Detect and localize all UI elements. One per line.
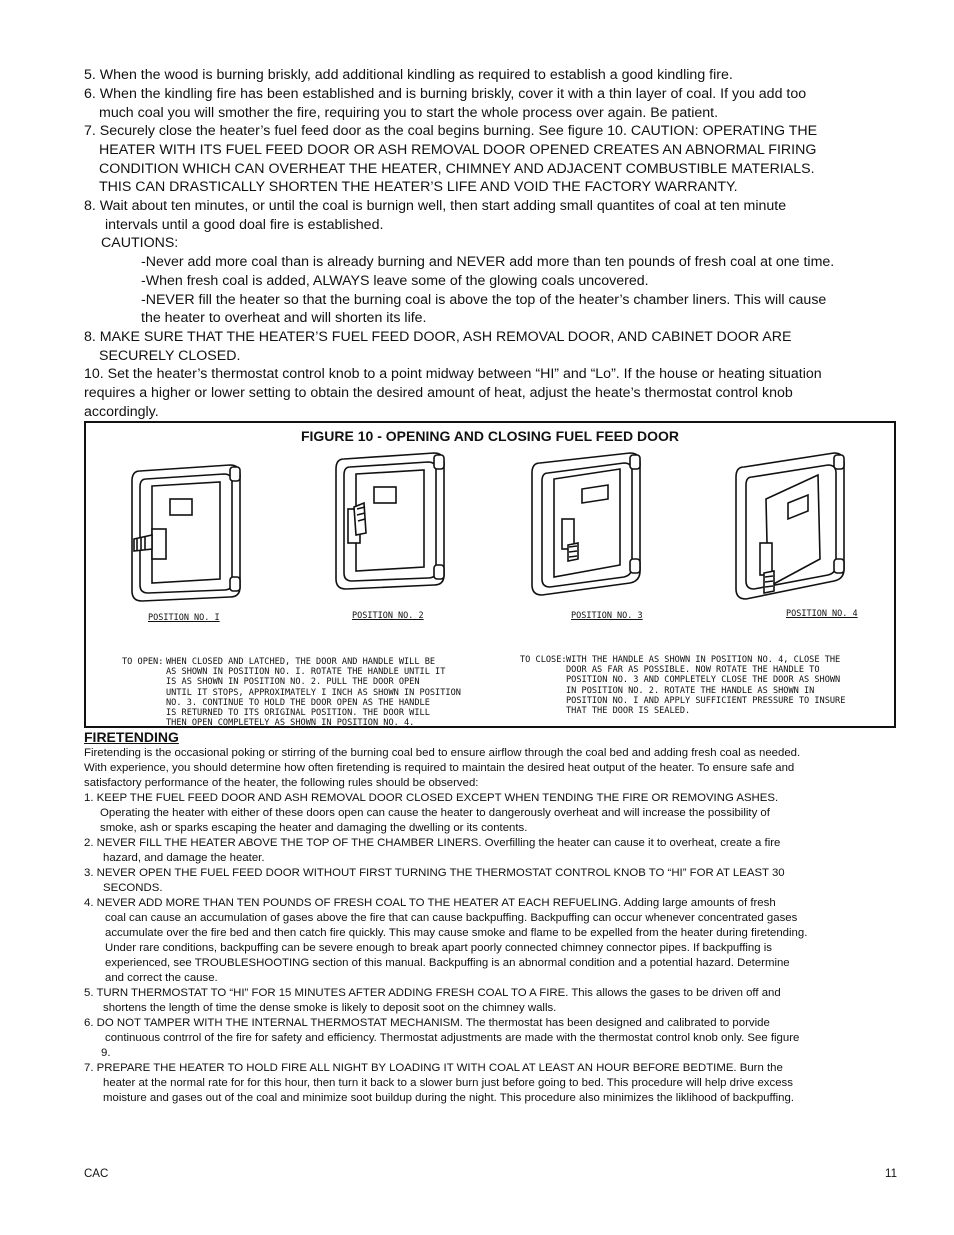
position-1-label: POSITION NO. I	[148, 613, 220, 623]
step-10-cont-2: accordingly.	[84, 404, 159, 420]
step-7: 7. Securely close the heater’s fuel feed door as the coal begins burning. See figure 10. CAUTION: OPERATING THE	[84, 123, 818, 139]
step-8b: 8. MAKE SURE THAT THE HEATER’S FUEL FEED DOOR, ASH REMOVAL DOOR, AND CABINET DOOR ARE	[84, 329, 792, 345]
close-line: POSITION NO. I AND APPLY SUFFICIENT PRESSURE TO INSURE	[566, 695, 846, 706]
ft-line: 9.	[101, 1047, 111, 1059]
door-position-3-illustration	[526, 447, 646, 597]
step-6: 6. When the kindling fire has been established and is burning briskly, cover it with a thin layer of coal. If you add too	[84, 86, 807, 102]
open-line: THEN OPEN COMPLETELY AS SHOWN IN POSITION NO. 4.	[166, 718, 415, 729]
ft-rule-1: 1. KEEP THE FUEL FEED DOOR AND ASH REMOVAL DOOR CLOSED EXCEPT WHEN TENDING THE FIRE OR REMOVING ASHES.	[84, 792, 779, 804]
close-line: IN POSITION NO. 2. ROTATE THE HANDLE AS SHOWN IN	[566, 685, 815, 696]
step-7-cont-3: THIS CAN DRASTICALLY SHORTEN THE HEATER’S LIFE AND VOID THE FACTORY WARRANTY.	[99, 179, 738, 195]
door-position-1-illustration	[126, 459, 246, 609]
caution-3: -NEVER fill the heater so that the burning coal is above the top of the heater’s chamber liners. This will cause	[141, 292, 827, 308]
step-8b-cont: SECURELY CLOSED.	[99, 348, 241, 364]
open-line: UNTIL IT STOPS, APPROXIMATELY I INCH AS SHOWN IN POSITION	[166, 687, 461, 698]
ft-rule-5: 5. TURN THERMOSTAT TO “HI” FOR 15 MINUTES AFTER ADDING FRESH COAL TO A FIRE. This allows the gases to be driven off and	[84, 987, 781, 999]
ft-line: continuous contrrol of the fire for safety and efficiency. Thermostat adjustments are made with the thermostat control knob only. See figure	[105, 1032, 800, 1044]
step-8: 8. Wait about ten minutes, or until the coal is burnign well, then start adding small quantites of coal at ten minute	[84, 198, 787, 214]
ft-rule-4: 4. NEVER ADD MORE THAN TEN POUNDS OF FRESH COAL TO THE HEATER AT EACH REFUELING. Adding large amounts of fresh	[84, 897, 776, 909]
ft-rule-2: 2. NEVER FILL THE HEATER ABOVE THE TOP OF THE CHAMBER LINERS. Overfilling the heater can cause it to overheat, create a fire	[84, 837, 781, 849]
caution-3-cont: the heater to overheat and will shorten its life.	[141, 310, 427, 326]
close-line: DOOR AS FAR AS POSSIBLE. NOW ROTATE THE HANDLE TO	[566, 665, 820, 676]
close-line: POSITION NO. 3 AND COMPLETELY CLOSE THE DOOR AS SHOWN	[566, 675, 841, 686]
step-7-cont-1: HEATER WITH ITS FUEL FEED DOOR OR ASH REMOVAL DOOR OPENED CREATES AN ABNORMAL FIRING	[99, 142, 817, 158]
door-position-4-illustration	[726, 447, 856, 607]
caution-2: -When fresh coal is added, ALWAYS leave some of the glowing coals uncovered.	[141, 273, 649, 289]
figure-title: FIGURE 10 - OPENING AND CLOSING FUEL FEED DOOR	[300, 428, 680, 444]
door-position-2-illustration	[330, 447, 450, 597]
ft-line: hazard, and damage the heater.	[103, 852, 265, 864]
close-line: WITH THE HANDLE AS SHOWN IN POSITION NO. 4, CLOSE THE	[566, 655, 841, 665]
ft-line: heater at the normal rate for for this hour, then turn it back to a slower burn just before going to bed. This procedure will help drive excess	[103, 1077, 793, 1089]
to-open-label: TO OPEN:	[122, 657, 164, 667]
ft-line: experienced, see TROUBLESHOOTING section of this manual. Backpuffing is an abnormal condition and a potential hazard. Determine	[105, 957, 790, 969]
step-8-cont: intervals until a good doal fire is established.	[105, 217, 384, 233]
open-line: AS SHOWN IN POSITION NO. I. ROTATE THE HANDLE UNTIL IT	[166, 667, 446, 678]
ft-line: coal can cause an accumulation of gases above the fire that can cause backpuffing. Backpuffing can occur whenever concentrated gases	[105, 912, 798, 924]
position-2-label: POSITION NO. 2	[352, 611, 424, 621]
step-5: 5. When the wood is burning briskly, add additional kindling as required to establish a good kindling fire.	[84, 67, 733, 83]
footer-left: CAC	[84, 1168, 109, 1180]
ft-line: Under rare conditions, backpuffing can be severe enough to break apart poorly connected chimney connector pipes. If backpuffing is	[105, 942, 772, 954]
step-6-cont: much coal you will smother the fire, requiring you to start the whole process over again. Be patient.	[99, 105, 719, 121]
to-close-label: TO CLOSE:	[520, 655, 567, 665]
ft-line: shortens the length of time the dense smoke is likely to deposit soot on the chimney walls.	[103, 1002, 557, 1014]
ft-line: accumulate over the fire bed and then catch fire quickly. This may cause smoke and flame to be expelled from the heater during firetending.	[105, 927, 808, 939]
position-4-label: POSITION NO. 4	[786, 609, 858, 619]
ft-line: SECONDS.	[103, 882, 163, 894]
ft-line: With experience, you should determine how often firetending is required to maintain the desired heat output of the heater. To ensure safe and	[84, 762, 795, 774]
open-line: WHEN CLOSED AND LATCHED, THE DOOR AND HANDLE WILL BE	[166, 657, 436, 667]
cautions-heading: CAUTIONS:	[101, 235, 179, 251]
open-line: IS RETURNED TO ITS ORIGINAL POSITION. THE DOOR WILL	[166, 708, 430, 719]
ft-line: smoke, ash or sparks escaping the heater and damaging the dwelling or its contents.	[100, 822, 528, 834]
ft-line: Operating the heater with either of these doors open can cause the heater to dangerously overheat and will increase the possibility of	[100, 807, 770, 819]
ft-rule-6: 6. DO NOT TAMPER WITH THE INTERNAL THERMOSTAT MECHANISM. The thermostat has been designed and calibrated to porvide	[84, 1017, 770, 1029]
figure-10	[84, 421, 896, 728]
page-number: 11	[885, 1168, 897, 1180]
step-10-cont-1: requires a higher or lower setting to obtain the desired amount of heat, adjust the heate’s thermostat control knob	[84, 385, 793, 401]
ft-line: moisture and gases out of the coal and minimize soot buildup during the night. This procedure also minimizes the liklihood of backpuffing.	[103, 1092, 795, 1104]
step-10: 10. Set the heater’s thermostat control knob to a point midway between “HI” and “Lo”. If the house or heating situation	[84, 366, 822, 382]
position-3-label: POSITION NO. 3	[571, 611, 643, 621]
ft-line: Firetending is the occasional poking or stirring of the burning coal bed to ensure airflow through the coal bed and adding fresh coal as needed.	[84, 747, 801, 759]
ft-rule-7: 7. PREPARE THE HEATER TO HOLD FIRE ALL NIGHT BY LOADING IT WITH COAL AT LEAST AN HOUR BEFORE BEDTIME. Burn the	[84, 1062, 783, 1074]
ft-line: and correct the cause.	[105, 972, 218, 984]
step-7-cont-2: CONDITION WHICH CAN OVERHEAT THE HEATER, CHIMNEY AND ADJACENT COMBUSTIBLE MATERIALS.	[99, 161, 815, 177]
firetending-heading: FIRETENDING	[84, 729, 179, 745]
to-open-instructions	[122, 657, 461, 732]
open-line: IS AS SHOWN IN POSITION NO. 2. PULL THE DOOR OPEN	[166, 677, 420, 688]
ft-line: satisfactory performance of the heater, the following rules should be observed:	[84, 777, 479, 789]
to-close-instructions	[520, 655, 870, 720]
open-line: NO. 3. CONTINUE TO HOLD THE DOOR OPEN AS THE HANDLE	[166, 697, 430, 708]
ft-rule-3: 3. NEVER OPEN THE FUEL FEED DOOR WITHOUT FIRST TURNING THE THERMOSTAT CONTROL KNOB TO “HI” FOR AT LEAST 30	[84, 867, 785, 879]
caution-1: -Never add more coal than is already burning and NEVER add more than ten pounds of fresh coal at one time.	[141, 254, 835, 270]
close-line: THAT THE DOOR IS SEALED.	[566, 706, 691, 717]
